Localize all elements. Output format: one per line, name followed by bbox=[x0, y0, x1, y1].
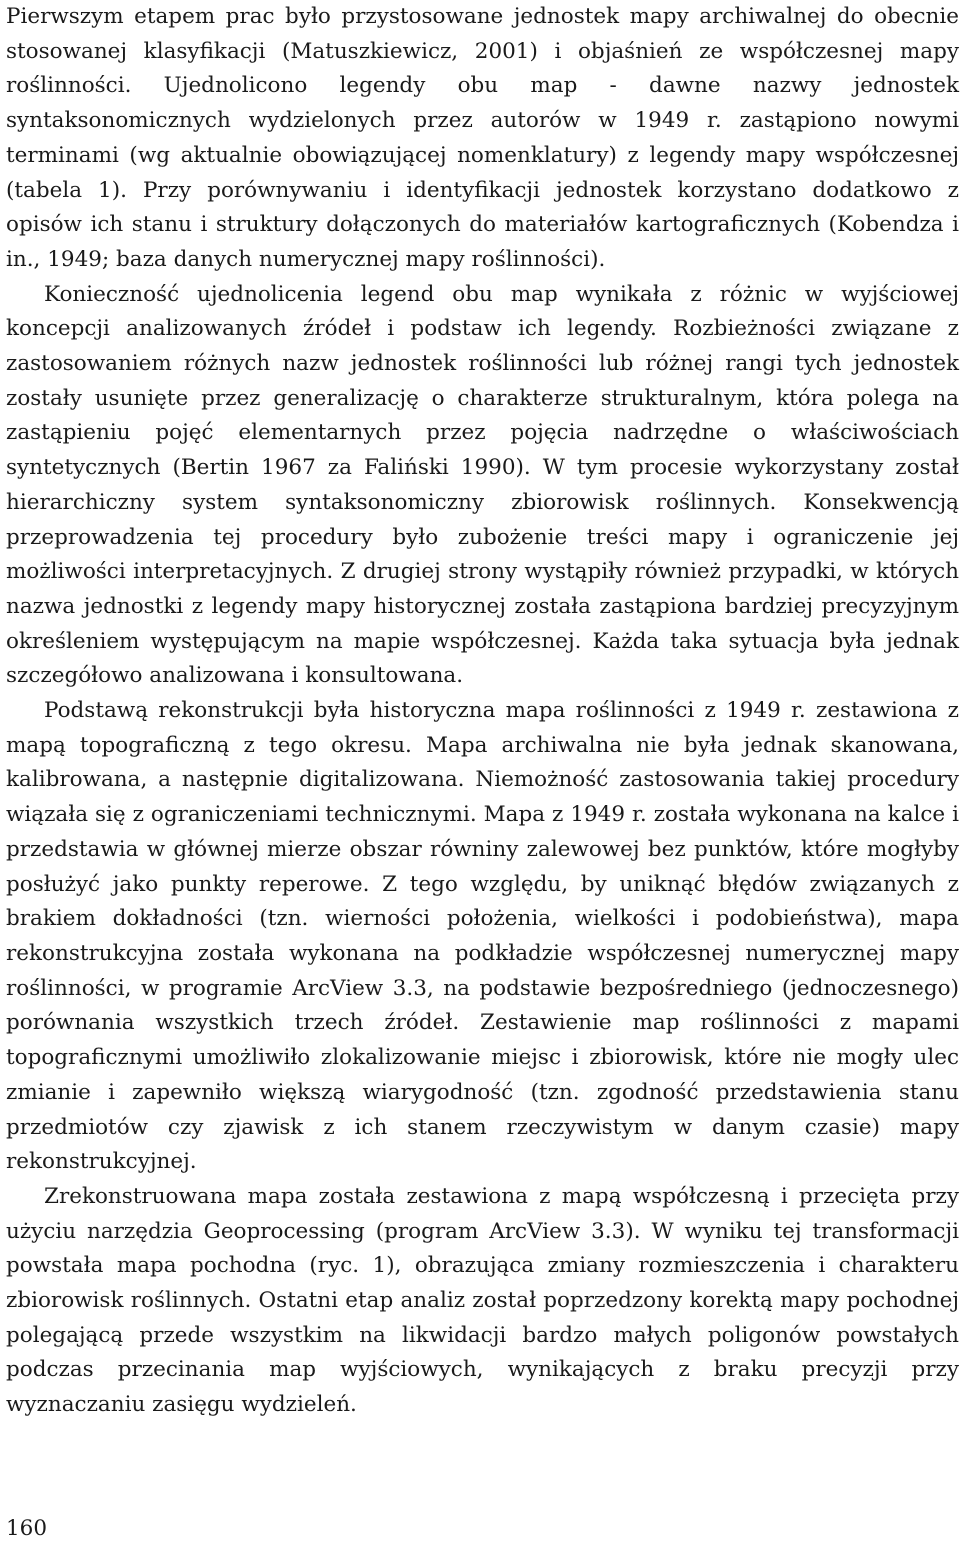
page-number: 160 bbox=[6, 1516, 48, 1541]
paragraph-2: Konieczność ujednolicenia legend obu map wynikała z różnic w wyjściowej koncepcji analizowanych źródeł i podstaw ich legendy. Rozbieżności związane z zastosowaniem różnych nazw jednostek roślinności lub różnej rangi tych jednostek zostały usunięte przez generalizację o charakterze strukturalnym, która polega na zastąpieniu pojęć elementarnych przez pojęcia nadrzędne o właściwościach syntetycznych (Bertin 1967 za Faliński 1990). W tym procesie wykorzystany został hierarchiczny system syntaksonomiczny zbiorowisk roślinnych. Konsekwencją przeprowadzenia tej procedury było zubożenie treści mapy i ograniczenie jej możliwości interpretacyjnych. Z drugiej strony wystąpiły również przypadki, w których nazwa jednostki z legendy mapy historycznej została zastąpiona bardziej precyzyjnym określeniem występującym na mapie współczesnej. Każda taka sytuacja była jednak szczegółowo analizowana i konsultowana. bbox=[6, 281, 959, 689]
paragraph-1: Pierwszym etapem prac było przystosowane jednostek mapy archiwalnej do obecnie stosowanej klasyfikacji (Matuszkiewicz, 2001) i objaśnień ze współczesnej mapy roślinności. Ujednolicono legendy obu map - dawne nazwy jednostek syntaksonomicznych wydzielonych przez autorów w 1949 r. zastąpiono nowymi terminami (wg aktualnie obowiązującej nomenklatury) z legendy mapy współczesnej (tabela 1). Przy porównywaniu i identyfikacji jednostek korzystano dodatkowo z opisów ich stanu i struktury dołączonych do materiałów kartograficznych (Kobendza i in., 1949; baza danych numerycznej mapy roślinności). bbox=[6, 4, 959, 272]
document-body bbox=[6, 0, 959, 1423]
paragraph-4: Zrekonstruowana mapa została zestawiona z mapą współczesną i przecięta przy użyciu narzędzia Geoprocessing (program ArcView 3.3). W wyniku tej transformacji powstała mapa pochodna (ryc. 1), obrazująca zmiany rozmieszczenia i charakteru zbiorowisk roślinnych. Ostatni etap analiz został poprzedzony korektą mapy pochodnej polegającą przede wszystkim na likwidacji bardzo małych poligonów powstałych podczas przecinania map wyjściowych, wynikających z braku precyzji przy wyznaczaniu zasięgu wydzieleń. bbox=[6, 1183, 959, 1418]
paragraph-3: Podstawą rekonstrukcji była historyczna mapa roślinności z 1949 r. zestawiona z mapą topograficzną z tego okresu. Mapa archiwalna nie była jednak skanowana, kalibrowana, a następnie digitalizowana. Niemożność zastosowania takiej procedury wiązała się z ograniczeniami technicznymi. Mapa z 1949 r. została wykonana na kalce i przedstawia w głównej mierze obszar równiny zalewowej bez punktów, które mogłyby posłużyć jako punkty reperowe. Z tego względu, by uniknąć błędów związanych z brakiem dokładności (tzn. wierności położenia, wielkości i podobieństwa), mapa rekonstrukcyjna została wykonana na podkładzie współczesnej numerycznej mapy roślinności, w programie ArcView 3.3, na podstawie bezpośredniego (jednoczesnego) porównania wszystkich trzech źródeł. Zestawienie map roślinności z mapami topograficznymi umożliwiło zlokalizowanie miejsc i zbiorowisk, które nie mogły ulec zmianie i zapewniło większą wiarygodność (tzn. zgodność przedstawienia stanu przedmiotów czy zjawisk z ich stanem rzeczywistym w danym czasie) mapy rekonstrukcyjnej. bbox=[6, 698, 959, 1175]
